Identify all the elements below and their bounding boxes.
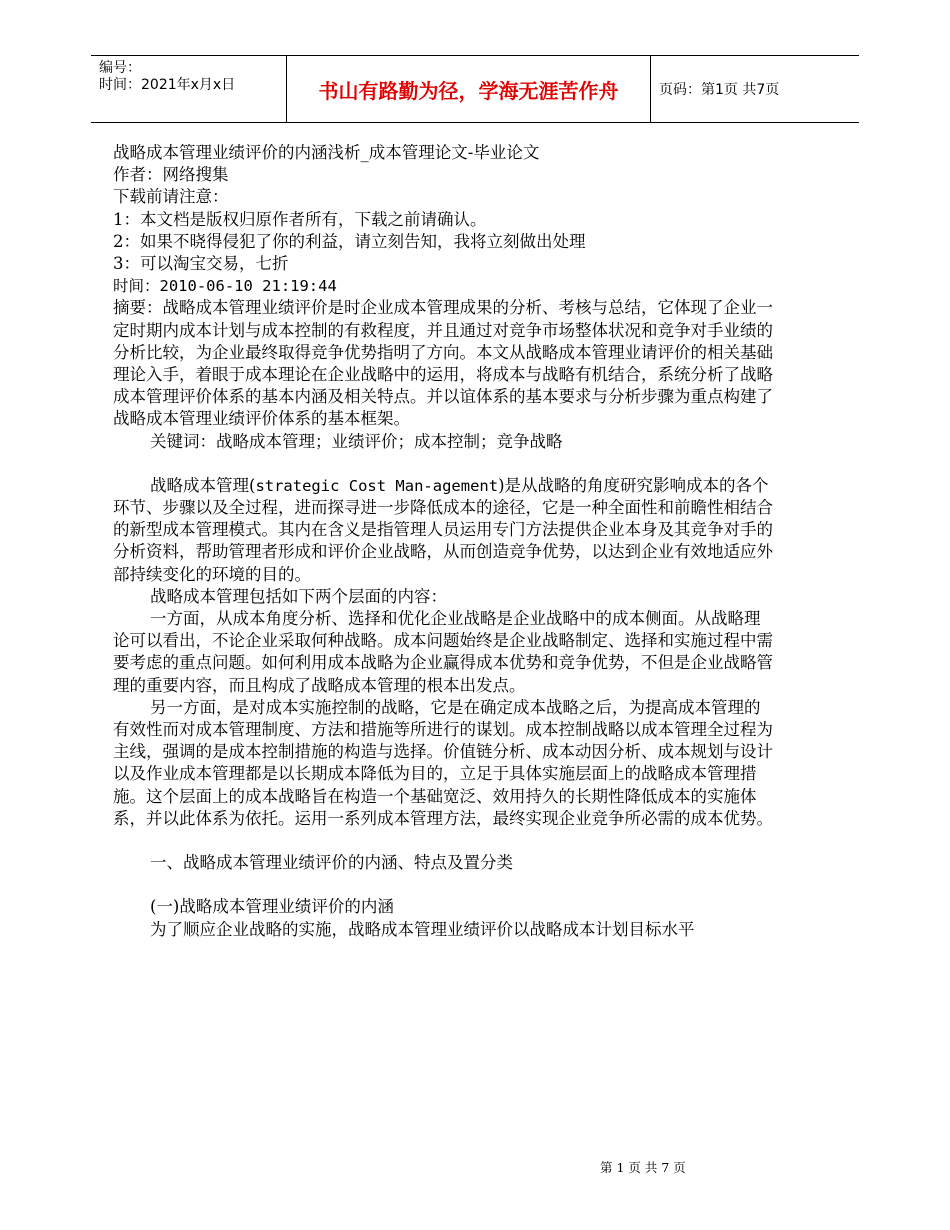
header-motto: 书山有路勤为径，学海无涯苦作舟	[286, 56, 651, 122]
paragraph-intro	[113, 475, 773, 586]
section-heading: 一、战略成本管理业绩评价的内涵、特点及置分类	[150, 853, 513, 873]
page-footer: 第 1 页 共 7 页	[600, 1160, 686, 1175]
keywords: 关键词：战略成本管理；业绩评价；成本控制；竞争战略	[150, 431, 563, 451]
notice-item: 3：可以淘宝交易，七折	[113, 254, 289, 274]
paragraph-intro-b: )是从战略的角度研究影响成本的各个环节、步骤以及全过程，进而探寻进一步降低成本的途径，它是一种全面性和前瞻性相结合的新型成本管理模式。其内在含义是指管理人员运用专门方法提供企业本身及其竞争对手的分析资料，帮助管理者形成和评价企业战略，从而创造竞争优势，以达到企业有效地适应外部持续变化的环境的目的。	[113, 475, 773, 584]
header-time-label: 时间：2021年x月x日	[99, 77, 236, 93]
paragraph-levels: 战略成本管理包括如下两个层面的内容：	[150, 586, 447, 606]
paragraph-level-one: 一方面，从成本角度分析、选择和优化企业战略是企业战略中的成本侧面。从战略理论可以看出，不论企业采取何种战略。成本问题始终是企业战略制定、选择和实施过程中需要考虑的重点问题。如何利用成本战略为企业赢得成本优势和竞争优势，不但是企业战略管理的重要内容，而且构成了战略成本管理的根本出发点。	[113, 609, 773, 695]
document-title: 战略成本管理业绩评价的内涵浅析_成本管理论文-毕业论文	[113, 143, 540, 162]
document-time: 时间：2010-06-10 21:19:44	[113, 277, 337, 296]
subsection-heading: (一)战略成本管理业绩评价的内涵	[150, 897, 394, 917]
document-author: 作者：网络搜集	[113, 165, 229, 185]
paragraph-level-two: 另一方面，是对成本实施控制的战略，它是在确定成本战略之后，为提高成本管理的有效性而对成本管理制度、方法和措施等所进行的谋划。成本控制战略以成本管理全过程为主线，强调的是成本控制措施的构造与选择。价值链分析、成本动因分析、成本规划与设计以及作业成本管理都是以长期成本降低为目的，立足于具体实施层面上的战略成本管理措施。这个层面上的成本战略旨在构造一个基础宽泛、效用持久的长期性降低成本的实施体系，并以此体系为依托。运用一系列成本管理方法，最终实现企业竞争所必需的成本优势。	[113, 697, 773, 828]
header-number-label: 编号：	[99, 60, 141, 76]
document-header	[91, 55, 859, 123]
header-meta	[91, 56, 286, 122]
paragraph-intro-english: strategic Cost Man-agement	[255, 476, 499, 495]
paragraph-connotation: 为了顺应企业战略的实施，战略成本管理业绩评价以战略成本计划目标水平	[150, 919, 695, 939]
notice-heading: 下载前请注意：	[113, 187, 229, 207]
abstract: 摘要：战略成本管理业绩评价是时企业成本管理成果的分析、考核与总结，它体现了企业一定时期内成本计划与成本控制的有救程度，并且通过对竞争市场整体状况和竞争对手业绩的分析比较，为企业最终取得竞争优势指明了方向。本文从战略成本管理业请评价的相关基础理论入手，着眼于成本理论在企业战略中的运用，将成本与战略有机结合，系统分析了战略成本管理评价体系的基本内涵及相关特点。并以谊体系的基本要求与分析步骤为重点构建了战略成本管理业绩评价体系的基本框架。	[113, 298, 773, 429]
header-page-info: 页码：第1页 共7页	[659, 82, 780, 98]
document-body	[113, 142, 773, 941]
notice-item: 1：本文档是版权归原作者所有，下载之前请确认。	[113, 209, 487, 229]
notice-item: 2：如果不晓得侵犯了你的利益，请立刻告知，我将立刻做出处理	[113, 231, 586, 251]
paragraph-intro-a: 战略成本管理(	[150, 475, 256, 495]
